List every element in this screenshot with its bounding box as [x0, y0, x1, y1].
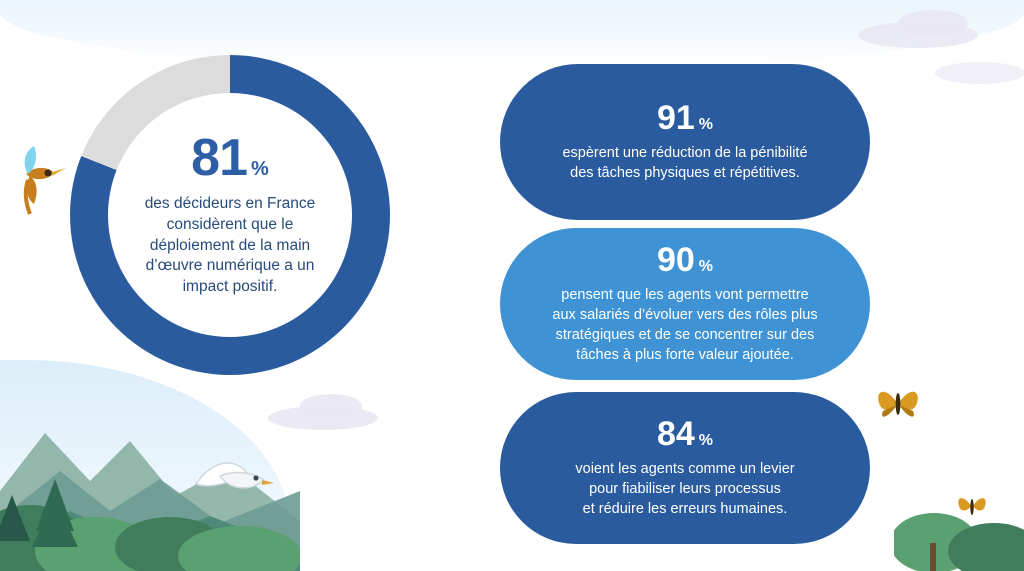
stat-text-line: et réduire les erreurs humaines. [582, 501, 788, 517]
tree-icon [0, 461, 300, 571]
donut-caption-line: déploiement de la main [149, 236, 311, 254]
stat-value-row [657, 101, 713, 135]
stat-text-line: tâches à plus forte valeur ajoutée. [576, 347, 794, 363]
butterfly-icon [873, 375, 923, 429]
stat-text-line: aux salariés d’évoluer vers des rôles plus [552, 307, 818, 323]
stat-unit: % [698, 116, 714, 133]
stat-pill [500, 228, 870, 380]
donut-chart [70, 55, 390, 375]
donut-caption-line: considèrent que le [166, 215, 294, 233]
stat-unit: % [698, 432, 714, 449]
donut-center-label [108, 93, 352, 337]
hummingbird-icon [8, 140, 68, 220]
stat-text-line: des tâches physiques et répétitives. [570, 165, 800, 181]
mountain-icon [0, 371, 300, 571]
stat-unit: % [698, 258, 714, 275]
stat-text-line: voient les agents comme un levier [575, 461, 795, 477]
stat-value: 90 [656, 241, 695, 279]
donut-caption-line: des décideurs en France [144, 194, 316, 212]
cloud-icon [300, 394, 362, 418]
stat-text-line: stratégiques et de se concentrer sur des [555, 327, 815, 343]
stat-pill [500, 392, 870, 544]
donut-caption-line: impact positif. [182, 278, 278, 296]
stat-text-line: pour fiabiliser leurs processus [589, 481, 781, 497]
cloud-icon [935, 62, 1024, 84]
butterfly-icon [955, 487, 989, 525]
cloud-icon [858, 22, 978, 48]
stat-text [562, 143, 807, 183]
stat-value: 91 [656, 99, 695, 137]
stat-value: 84 [656, 415, 695, 453]
donut-unit: % [251, 157, 269, 180]
stat-pill [500, 64, 870, 220]
stat-value-row [657, 417, 713, 451]
seagull-icon [190, 440, 280, 510]
donut-value-row [191, 128, 269, 187]
sky-gradient-left [0, 360, 290, 571]
donut-caption-line: d’œuvre numérique a un [145, 257, 315, 275]
cloud-icon [898, 10, 968, 36]
stat-text [575, 459, 794, 519]
stat-text [552, 285, 817, 365]
stat-text-line: espèrent une réduction de la pénibilité [562, 145, 808, 161]
tree-icon [894, 481, 1024, 571]
stat-value-row [657, 243, 713, 277]
stat-text-line: pensent que les agents vont permettre [561, 287, 809, 303]
cloud-icon [268, 406, 378, 430]
donut-value: 81 [191, 128, 248, 187]
donut-caption [128, 194, 333, 299]
